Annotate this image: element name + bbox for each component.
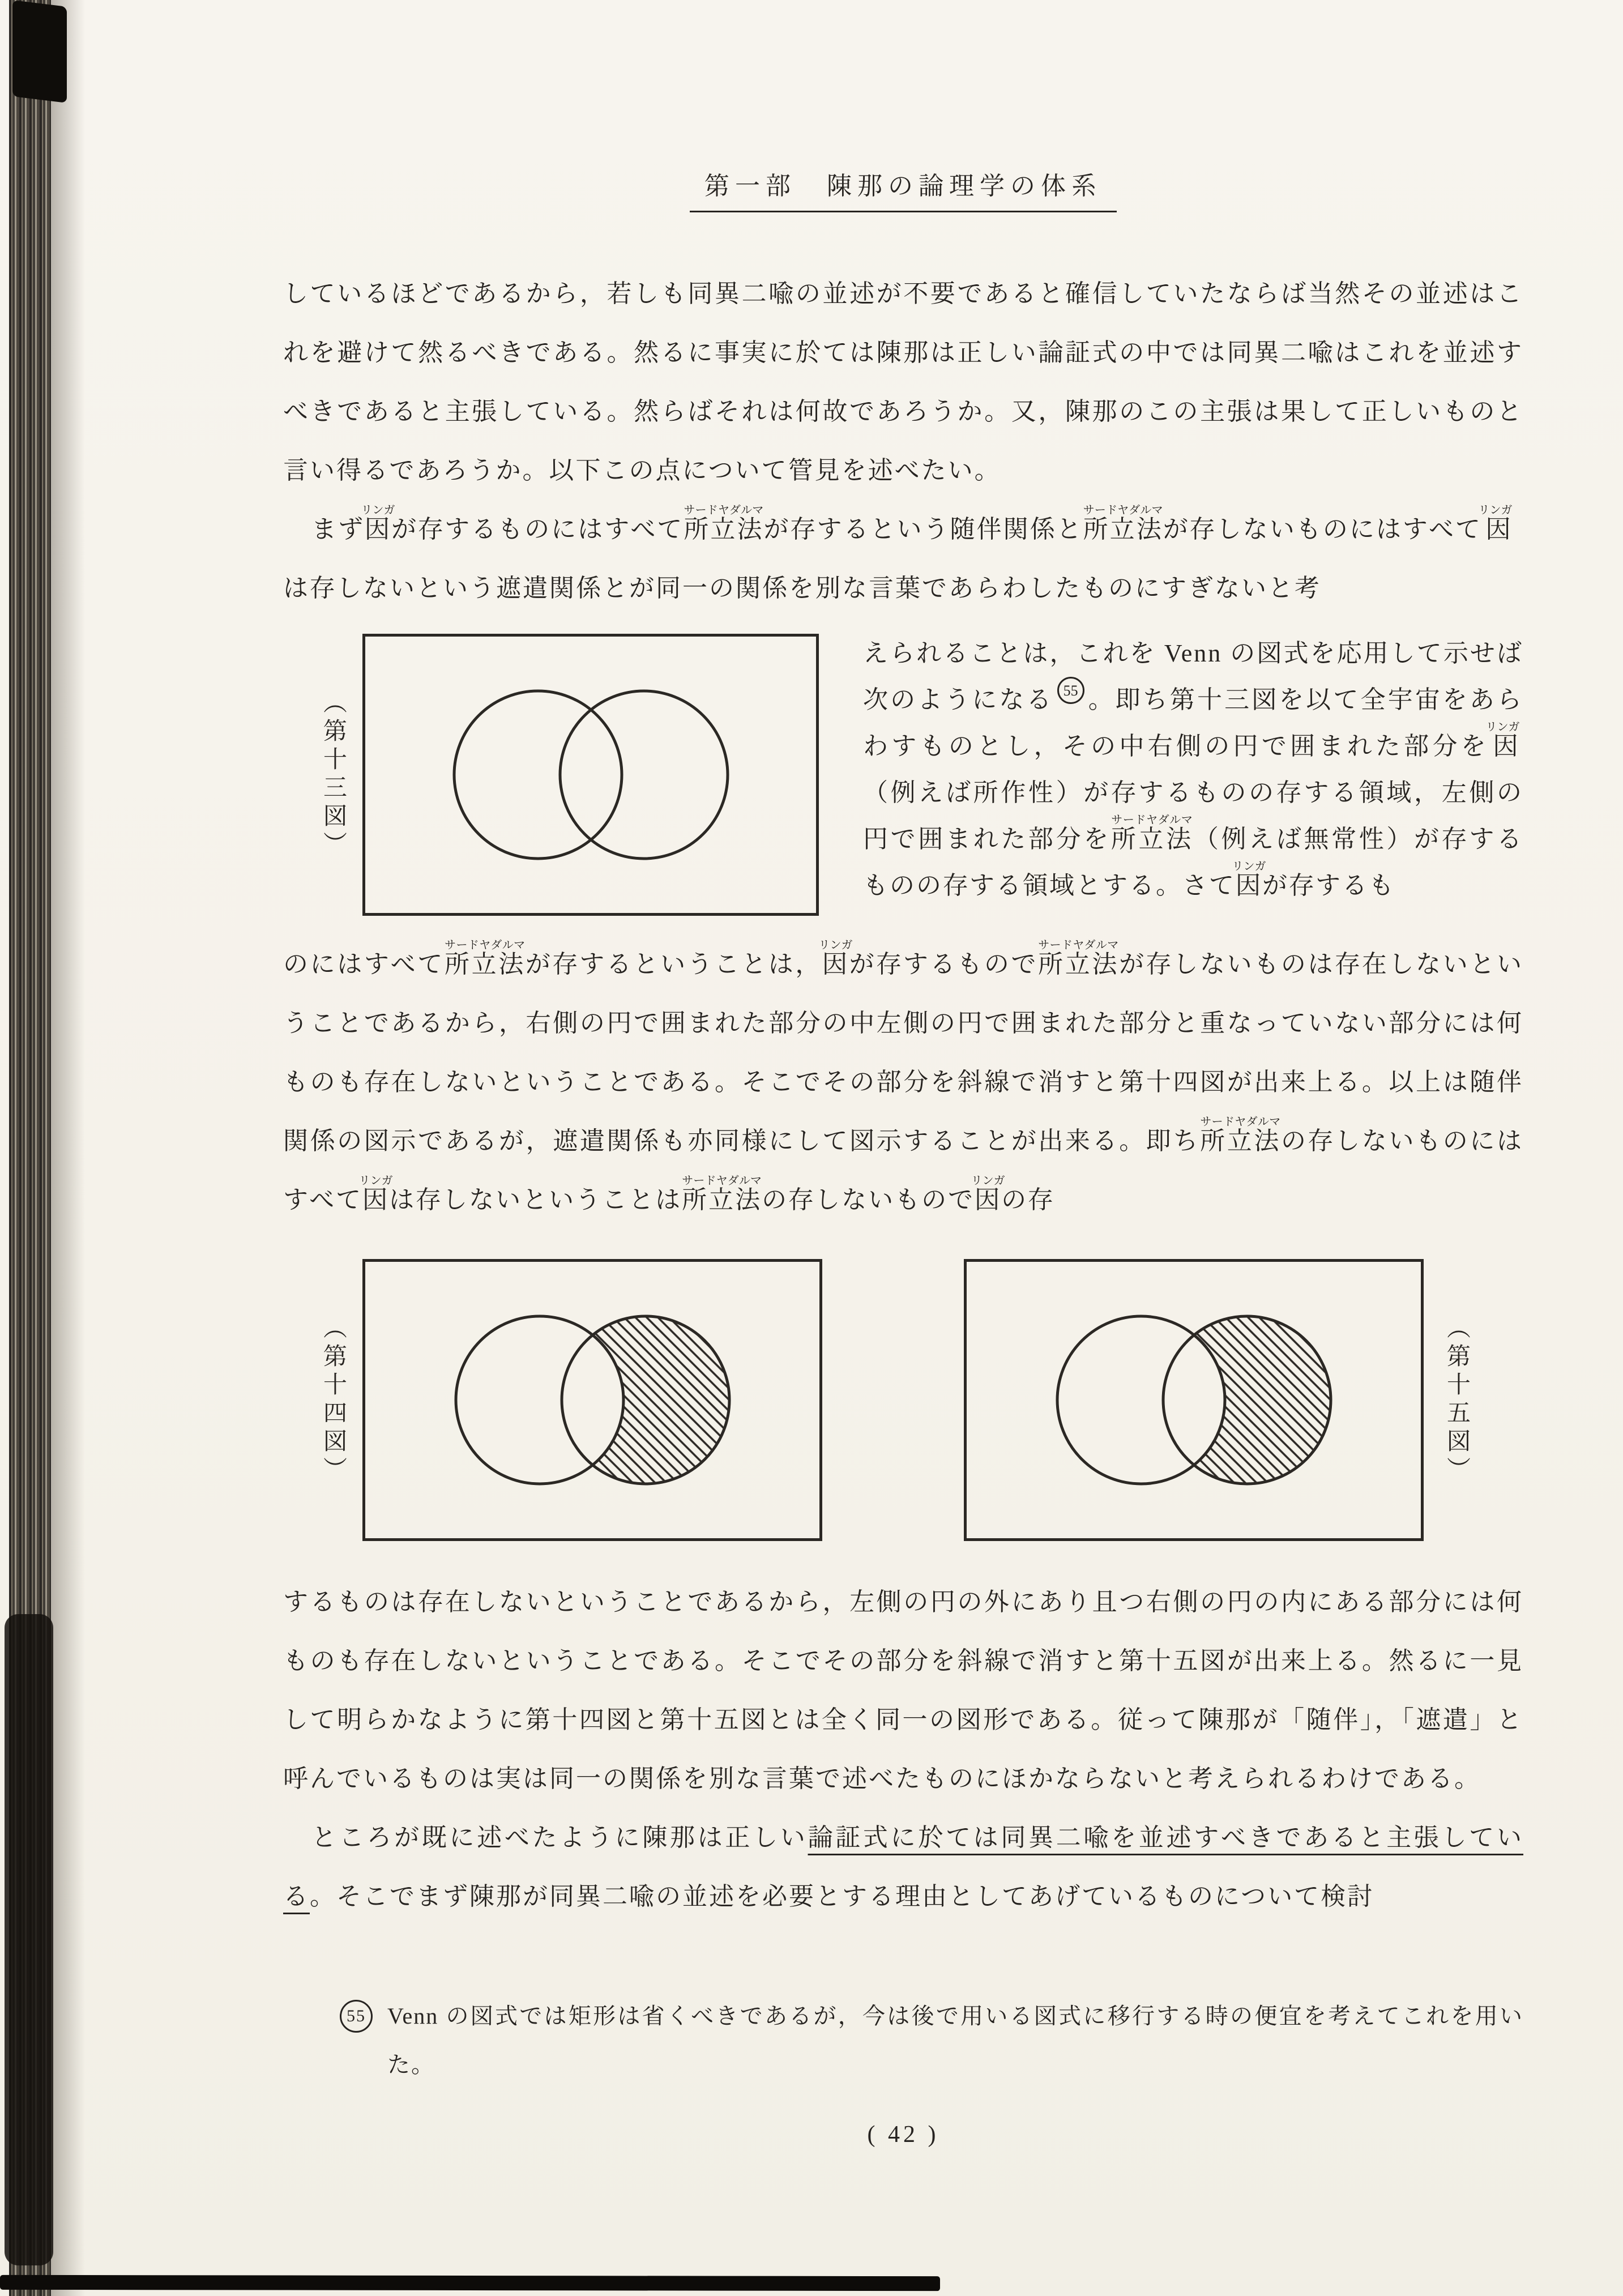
right-circle <box>560 691 728 859</box>
ruby-annotated-term: 因リンガ <box>361 504 395 543</box>
page-content <box>283 165 1523 2148</box>
running-head: 第一部 陳那の論理学の体系 <box>690 165 1117 212</box>
ruby-annotated-term: 因リンガ <box>358 1175 393 1214</box>
running-head-wrap <box>283 165 1523 212</box>
left-circle <box>1057 1316 1225 1484</box>
ruby-annotated-term: 所立法サードヤダルマ <box>682 1175 762 1214</box>
text-segment: まず <box>311 515 365 543</box>
scan-blotch <box>5 1614 53 2265</box>
text-segment: するものは存在しないということであるから，左側の円の外にあり且つ右側の円の内にある部分には何ものも存在しないということである。そこでその部分を斜線で消すと第十五図が出来上る。然るに一見して明らかなように第十四図と第十五図とは全く同一の図形である。従って陳那が「随伴」，「遮遣」と呼んでいるものは実は同一の関係を別な言葉で述べたものにほかならないと考えられるわけである。 <box>283 1588 1523 1793</box>
scan-bottom-edge <box>0 2275 940 2291</box>
ruby-annotated-term: 所立法サードヤダルマ <box>684 504 764 543</box>
ruby-annotated-term: 因リンガ <box>1232 860 1266 899</box>
left-circle <box>456 1316 623 1484</box>
figure-14-venn-diagram <box>362 1259 822 1541</box>
venn-diagram-14 <box>365 1262 819 1538</box>
ruby-annotated-term: 所立法サードヤダルマ <box>1200 1116 1282 1155</box>
ruby-annotated-term: 所立法サードヤダルマ <box>1038 939 1120 978</box>
text-segment: しているほどであるから，若しも同異二喩の並述が不要であると確信していたならば当然その並述はこれを避けて然るべきである。然るに事実に於ては陳那は正しい論証式の中では同異二喩はこれを並述すべきであると主張している。然らばそれは何故であろうか。又，陳那のこの主張は果して正しいものと言い得るであろうか。以下この点について管見を述べたい。 <box>283 280 1523 484</box>
text-segment: 。そこでまず陳那が同異二喩の並述を必要とする理由としてあげているものについて検討 <box>310 1883 1374 1910</box>
paragraph-2-continued <box>283 935 1523 1230</box>
text-segment: 。即ち第十三図を以て全宇宙をあらわすものとし，その中右側の円で囲まれた部分を <box>863 686 1523 760</box>
text-segment: が存するもので <box>848 950 1039 978</box>
figure-15-caption: （第十五図） <box>1443 1315 1470 1485</box>
venn-diagram-15 <box>967 1262 1421 1538</box>
text-segment: は存しないという遮遣関係とが同一の関係を別な言葉であらわしたものにすぎないと考 <box>283 574 1321 602</box>
figure-13-venn-diagram <box>362 634 819 916</box>
figures-14-15-block <box>316 1259 1523 1541</box>
ruby-annotated-term: 所立法サードヤダルマ <box>1111 814 1194 853</box>
text-segment: が存するも <box>1262 872 1395 899</box>
figure-13-caption: （第十三図） <box>320 690 346 860</box>
binding-shadow <box>51 0 85 2296</box>
figure-14-caption: （第十四図） <box>320 1315 346 1485</box>
ruby-annotated-term: 因リンガ <box>818 939 853 978</box>
ruby-annotated-term: 所立法サードヤダルマ <box>1083 504 1163 543</box>
ruby-annotated-term: 因リンガ <box>1478 504 1513 543</box>
page-number: ( 42 ) <box>867 2122 939 2148</box>
text-segment: Venn の図式では矩形は省くべきであるが，今は後で用いる図式に移行する時の便宜を考えてこれを用いた。 <box>387 2003 1523 2077</box>
text-segment: が存しないものにはすべて <box>1163 515 1483 543</box>
text-segment: の存しないもので <box>762 1186 975 1214</box>
text-segment: （例えば無常性）が存するものの存する領域とする。さて <box>863 825 1524 899</box>
footnote-reference-55: 55 <box>1057 677 1084 704</box>
footnote-text <box>387 1992 1523 2089</box>
text-segment: は存しないということは <box>389 1186 682 1214</box>
footnote-marker-circle: 55 <box>340 2000 373 2033</box>
text-segment: ところが既に述べたように陳那は正しい <box>311 1824 808 1851</box>
text-segment: の存しないものにはすべて <box>283 1127 1524 1214</box>
scan-corner-mark <box>12 0 67 103</box>
paragraph-2-beside-figure <box>863 630 1523 909</box>
venn-diagram-13 <box>365 637 816 913</box>
text-segment: （例えば所作性）が存するものの存する領域，左側の円で囲まれた部分を <box>863 779 1523 853</box>
ruby-annotated-term: 所立法サードヤダルマ <box>444 939 526 978</box>
text-segment: の存 <box>1001 1186 1055 1214</box>
text-segment: が存するものにはすべて <box>391 515 684 543</box>
figure-13-block <box>316 634 1523 916</box>
paragraph-4 <box>283 1808 1523 1926</box>
text-segment: が存するということは， <box>525 950 822 978</box>
left-circle <box>454 691 622 859</box>
footnote-55 <box>340 1992 1523 2089</box>
figure-15-venn-diagram <box>964 1259 1424 1541</box>
ruby-annotated-term: 因リンガ <box>1485 721 1520 760</box>
paragraph-1 <box>283 264 1523 500</box>
text-segment: えられることは，これを Venn の図式を応用して示せば次のようになる <box>863 639 1523 714</box>
paragraph-2-intro <box>283 500 1523 618</box>
ruby-annotated-term: 因リンガ <box>971 1175 1005 1214</box>
text-segment: のにはすべて <box>283 950 445 978</box>
paragraph-3 <box>283 1573 1523 1808</box>
text-segment: 論証式に於ては同異二喩を並述すべきであると主張している <box>283 1824 1524 1910</box>
text-segment: が存するという随伴関係と <box>763 515 1083 543</box>
text-segment: が存しないものは存在しないということであるから，右側の円で囲まれた部分の中左側の円で囲まれた部分と重なっていない部分には何ものも存在しないということである。そこでその部分を斜線で消すと第十四図が出来上る。以上は随伴関係の図示であるが，遮遣関係も亦同様にして図示することが出来る。即ち <box>283 950 1524 1155</box>
